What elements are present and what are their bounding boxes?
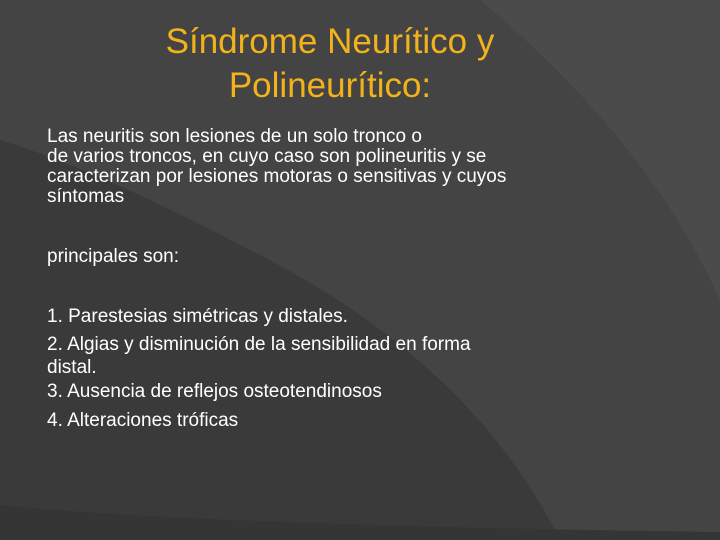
intro-line: principales son: [47, 246, 180, 267]
list-item-continuation: distal. [47, 357, 97, 378]
slide-title [80, 20, 580, 108]
paragraph [47, 127, 627, 207]
paragraph-line: Las neuritis son lesiones de un solo tronco o [47, 126, 422, 147]
title-line-1: Síndrome Neurítico y [165, 22, 495, 61]
list-item: 3. Ausencia de reflejos osteotendinosos [47, 381, 382, 402]
paragraph-line: síntomas [47, 186, 125, 207]
list-item: 1. Parestesias simétricas y distales. [47, 306, 348, 327]
paragraph-line: de varios troncos, en cuyo caso son polineuritis y se [47, 146, 487, 167]
title-line-2: Polineurítico: [228, 66, 432, 105]
list-item: 2. Algias y disminución de la sensibilidad en forma [47, 334, 471, 355]
slide-body [47, 127, 627, 435]
list-item: 4. Alteraciones tróficas [47, 410, 239, 431]
symptom-list [47, 303, 627, 435]
paragraph-line: caracterizan por lesiones motoras o sensitivas y cuyos [47, 166, 507, 187]
